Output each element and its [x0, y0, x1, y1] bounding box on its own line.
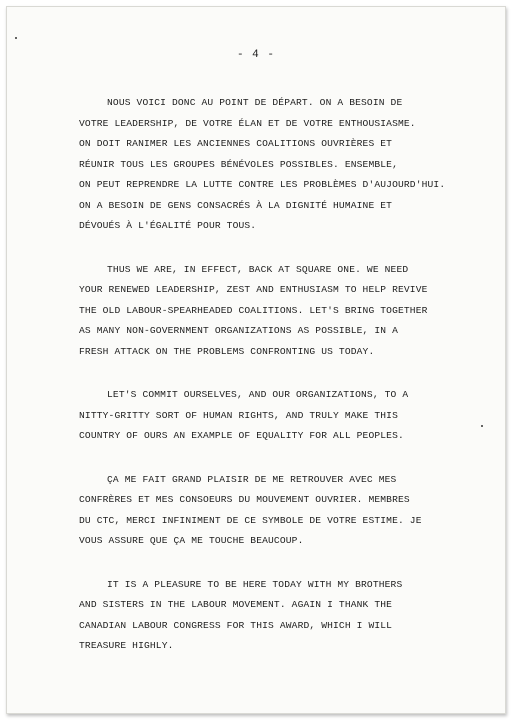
text-line: NOUS VOICI DONC AU POINT DE DÉPART. ON A BESOIN DE: [107, 97, 403, 108]
document-body: [79, 93, 469, 680]
text-line: RÉUNIR TOUS LES GROUPES BÉNÉVOLES POSSIBLES. ENSEMBLE,: [79, 158, 398, 170]
text-line: AND SISTERS IN THE LABOUR MOVEMENT. AGAIN I THANK THE: [79, 599, 393, 610]
text-line: VOTRE LEADERSHIP, DE VOTRE ÉLAN ET DE VOTRE ENTHOUSIASME.: [79, 117, 416, 129]
ink-speck: [15, 37, 17, 39]
paragraph-french-1: [79, 93, 469, 237]
text-line: THUS WE ARE, IN EFFECT, BACK AT SQUARE ONE. WE NEED: [107, 263, 409, 275]
paragraph-english-1: [79, 260, 469, 363]
text-line: CONFRÈRES ET MES CONSOEURS DU MOUVEMENT OUVRIER. MEMBRES: [79, 494, 410, 505]
paragraph-english-2: [79, 385, 469, 447]
text-line: TREASURE HIGHLY.: [79, 640, 174, 651]
text-line: LET'S COMMIT OURSELVES, AND OUR ORGANIZATIONS, TO A: [107, 389, 409, 400]
page-number: - 4 -: [236, 49, 275, 61]
text-line: ÇA ME FAIT GRAND PLAISIR DE ME RETROUVER AVEC MES: [107, 473, 397, 485]
text-line: THE OLD LABOUR-SPEARHEADED COALITIONS. LET'S BRING TOGETHER: [79, 304, 428, 316]
text-line: NITTY-GRITTY SORT OF HUMAN RIGHTS, AND TRULY MAKE THIS: [79, 409, 398, 421]
paragraph-french-2: [79, 470, 469, 552]
text-line: YOUR RENEWED LEADERSHIP, ZEST AND ENTHUSIASM TO HELP REVIVE: [79, 284, 428, 295]
text-line: CANADIAN LABOUR CONGRESS FOR THIS AWARD, WHICH I WILL: [79, 619, 393, 631]
text-line: DÉVOUÉS À L'ÉGALITÉ POUR TOUS.: [79, 220, 257, 231]
text-line: ON DOIT RANIMER LES ANCIENNES COALITIONS OUVRIÈRES ET: [79, 138, 393, 149]
text-line: COUNTRY OF OURS AN EXAMPLE OF EQUALITY FOR ALL PEOPLES.: [79, 430, 404, 441]
text-line: VOUS ASSURE QUE ÇA ME TOUCHE BEAUCOUP.: [79, 535, 304, 546]
document-page: [6, 6, 506, 714]
text-line: IT IS A PLEASURE TO BE HERE TODAY WITH MY BROTHERS: [107, 578, 403, 590]
text-line: ON A BESOIN DE GENS CONSACRÉS À LA DIGNITÉ HUMAINE ET: [79, 199, 393, 211]
ink-speck: [481, 425, 483, 427]
text-line: FRESH ATTACK ON THE PROBLEMS CONFRONTING US TODAY.: [79, 345, 375, 357]
text-line: AS MANY NON-GOVERNMENT ORGANIZATIONS AS POSSIBLE, IN A: [79, 325, 398, 336]
paragraph-english-3: [79, 575, 469, 657]
text-line: DU CTC, MERCI INFINIMENT DE CE SYMBOLE DE VOTRE ESTIME. JE: [79, 514, 422, 526]
text-line: ON PEUT REPRENDRE LA LUTTE CONTRE LES PROBLÈMES D'AUJOURD'HUI.: [79, 179, 446, 190]
